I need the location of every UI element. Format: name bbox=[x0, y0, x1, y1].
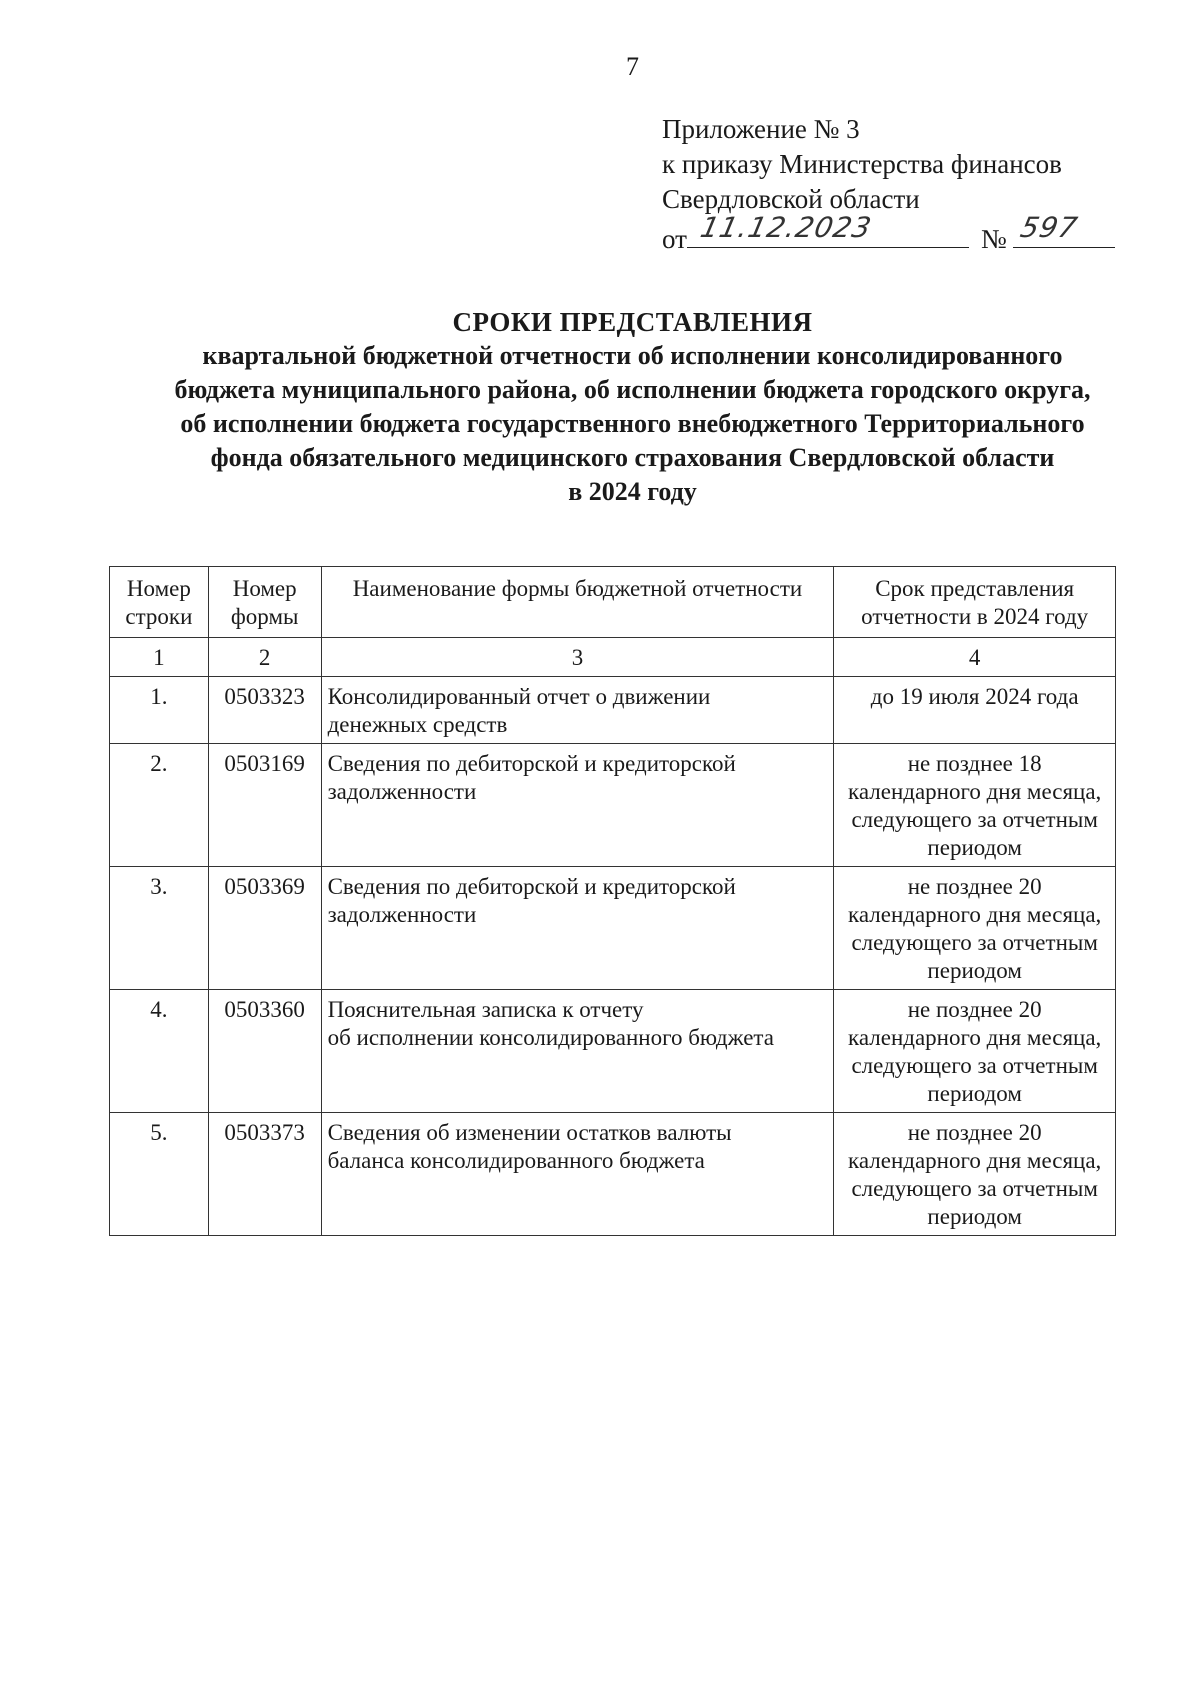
subtitle-line-1: квартальной бюджетной отчетности об исполнении консолидированного bbox=[202, 341, 1063, 370]
page-number: 7 bbox=[626, 52, 639, 81]
appendix-region: Свердловской области bbox=[662, 184, 920, 214]
number-field bbox=[1013, 211, 1115, 248]
row-number: 4. bbox=[110, 990, 209, 1113]
subtitle-line-2: бюджета муниципального района, об исполнении бюджета городского округа, bbox=[174, 375, 1091, 404]
column-index-row bbox=[110, 638, 1116, 677]
row-number: 2. bbox=[110, 744, 209, 867]
form-name: Пояснительная записка к отчету об исполнении консолидированного бюджета bbox=[321, 990, 834, 1113]
column-index: 3 bbox=[321, 638, 834, 677]
table-row bbox=[110, 990, 1116, 1113]
subtitle-line-4: фонда обязательного медицинского страхования Свердловской области bbox=[210, 443, 1055, 472]
deadlines-table bbox=[109, 566, 1116, 1236]
form-number: 0503360 bbox=[208, 990, 321, 1113]
header-form-name: Наименование формы бюджетной отчетности bbox=[321, 567, 834, 638]
deadline: не позднее 18 календарного дня месяца, следующего за отчетным периодом bbox=[834, 744, 1116, 867]
row-number: 5. bbox=[110, 1113, 209, 1236]
table-row bbox=[110, 867, 1116, 990]
date-prefix: от bbox=[662, 224, 687, 254]
table-row bbox=[110, 1113, 1116, 1236]
appendix-title: Приложение № 3 bbox=[662, 114, 860, 144]
row-number: 1. bbox=[110, 677, 209, 744]
number-prefix: № bbox=[980, 224, 1007, 254]
form-name: Консолидированный отчет о движении денежных средств bbox=[321, 677, 834, 744]
form-number: 0503369 bbox=[208, 867, 321, 990]
header-form-number: Номер формы bbox=[208, 567, 321, 638]
row-number: 3. bbox=[110, 867, 209, 990]
deadline: не позднее 20 календарного дня месяца, следующего за отчетным периодом bbox=[834, 1113, 1116, 1236]
subtitle-line-3: об исполнении бюджета государственного внебюджетного Территориального bbox=[180, 409, 1085, 438]
document-title-block bbox=[95, 305, 1170, 509]
column-index: 4 bbox=[834, 638, 1116, 677]
deadline: не позднее 20 календарного дня месяца, следующего за отчетным периодом bbox=[834, 990, 1116, 1113]
form-number: 0503373 bbox=[208, 1113, 321, 1236]
appendix-block bbox=[662, 112, 1115, 257]
handwritten-number: 597 bbox=[1017, 211, 1081, 244]
form-number: 0503323 bbox=[208, 677, 321, 744]
deadline: до 19 июля 2024 года bbox=[834, 677, 1116, 744]
form-number: 0503169 bbox=[208, 744, 321, 867]
handwritten-date: 11.12.2023 bbox=[697, 211, 875, 244]
form-name: Сведения об изменении остатков валюты баланса консолидированного бюджета bbox=[321, 1113, 834, 1236]
document-title: СРОКИ ПРЕДСТАВЛЕНИЯ bbox=[452, 307, 813, 337]
table-row bbox=[110, 677, 1116, 744]
form-name: Сведения по дебиторской и кредиторской задолженности bbox=[321, 867, 834, 990]
date-field bbox=[687, 211, 969, 248]
header-row-number: Номер строки bbox=[110, 567, 209, 638]
table-row bbox=[110, 744, 1116, 867]
column-index: 2 bbox=[208, 638, 321, 677]
deadline: не позднее 20 календарного дня месяца, следующего за отчетным периодом bbox=[834, 867, 1116, 990]
form-name: Сведения по дебиторской и кредиторской задолженности bbox=[321, 744, 834, 867]
appendix-order-ref: к приказу Министерства финансов bbox=[662, 149, 1062, 179]
subtitle-line-5: в 2024 году bbox=[568, 477, 697, 506]
column-index: 1 bbox=[110, 638, 209, 677]
header-deadline: Срок представления отчетности в 2024 году bbox=[834, 567, 1116, 638]
table-header-row bbox=[110, 567, 1116, 638]
appendix-date-number-line bbox=[662, 211, 1115, 257]
